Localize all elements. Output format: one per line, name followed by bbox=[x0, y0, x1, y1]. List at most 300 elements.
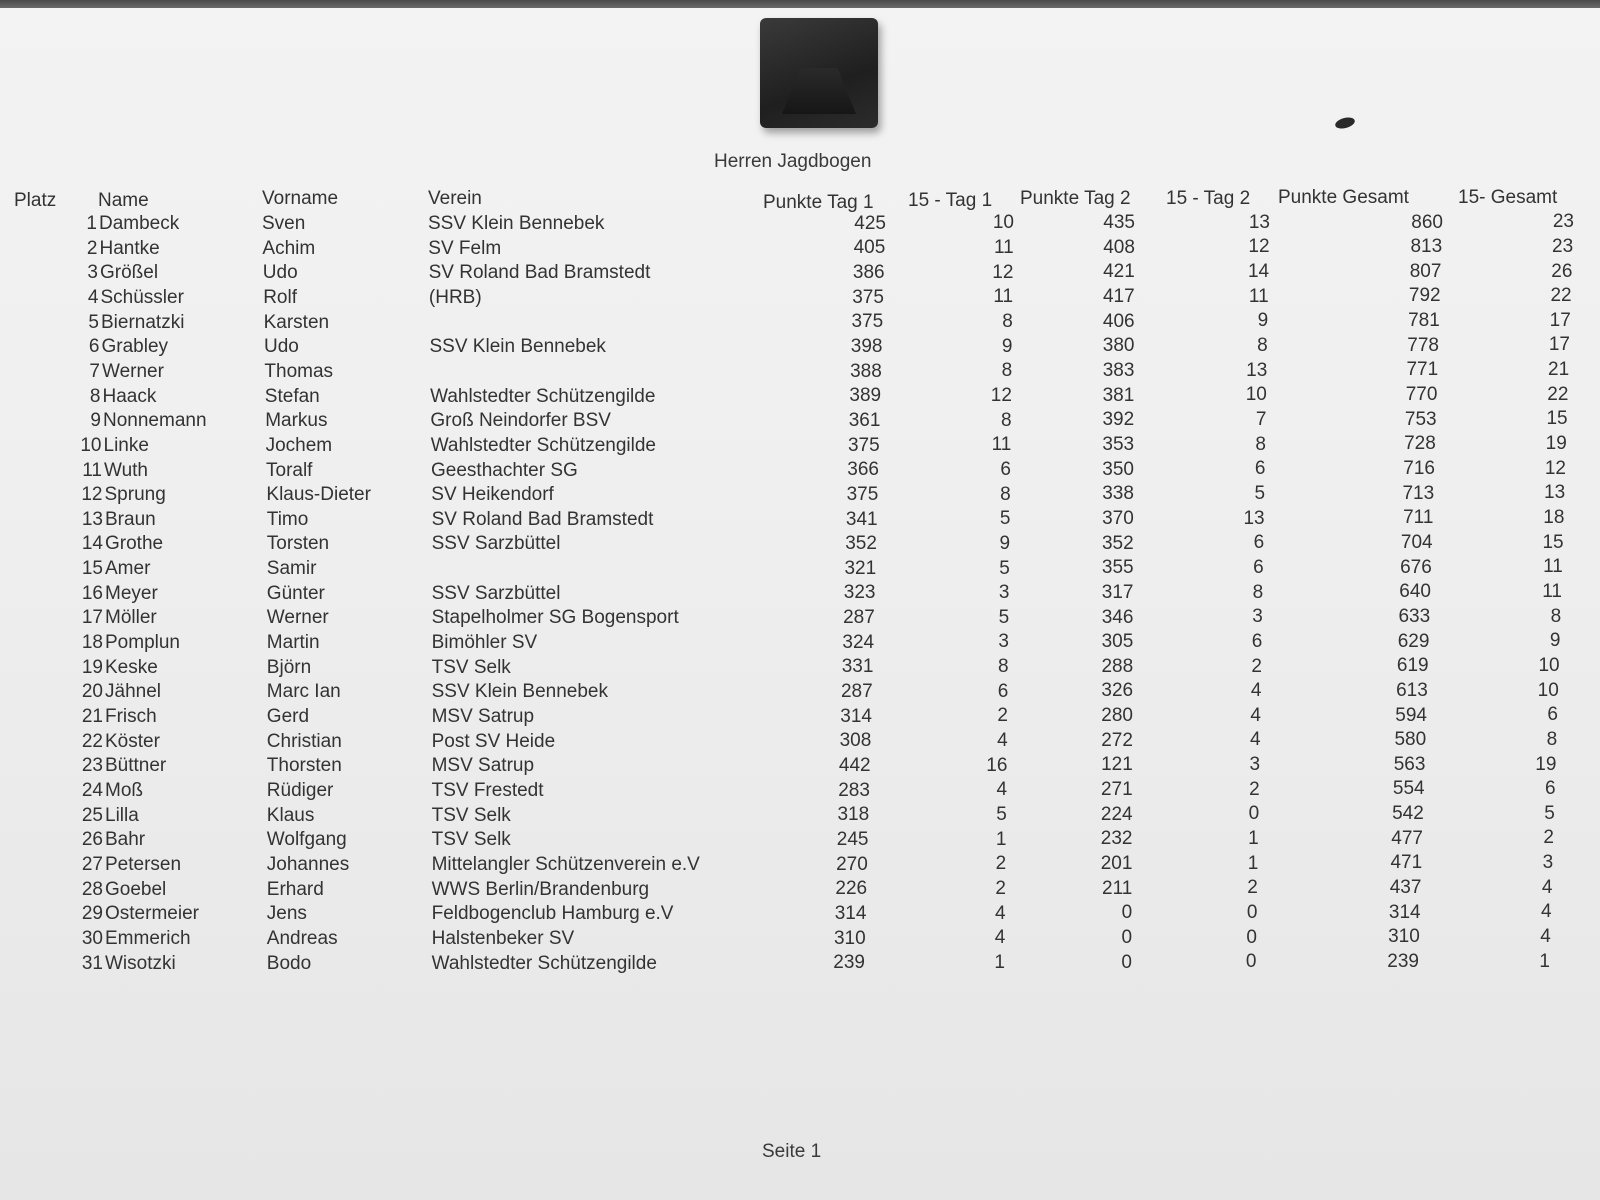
cell-15-tag2: 6 bbox=[1253, 556, 1264, 578]
ink-spot bbox=[1334, 116, 1356, 131]
cell-punkte-tag2: 288 bbox=[1101, 655, 1134, 677]
cell-punkte-gesamt: 613 bbox=[1396, 679, 1428, 701]
cell-15-tag2: 4 bbox=[1249, 729, 1261, 751]
cell-punkte-gesamt: 314 bbox=[1388, 901, 1421, 923]
cell-15-tag2: 3 bbox=[1249, 754, 1261, 776]
cell-platz: 31 bbox=[81, 952, 103, 974]
cell-punkte-tag2: 392 bbox=[1102, 409, 1135, 431]
cell-verein: Wahlstedter Schützengilde bbox=[430, 385, 656, 407]
cell-punkte-tag1: 308 bbox=[839, 730, 872, 752]
cell-15-tag2: 5 bbox=[1254, 482, 1266, 504]
cell-name: Bahr bbox=[105, 829, 146, 851]
cell-15-tag1: 4 bbox=[994, 927, 1006, 949]
cell-platz: 5 bbox=[88, 311, 99, 333]
cell-verein: Halstenbeker SV bbox=[431, 927, 575, 949]
cell-15-gesamt: 4 bbox=[1541, 876, 1553, 898]
cell-15-tag1: 9 bbox=[999, 532, 1011, 554]
cell-punkte-gesamt: 437 bbox=[1389, 877, 1422, 899]
cell-punkte-tag2: 408 bbox=[1103, 236, 1135, 258]
cell-vorname: Christian bbox=[266, 730, 342, 752]
cell-name: Sprung bbox=[104, 484, 166, 506]
cell-verein: TSV Selk bbox=[431, 804, 511, 826]
cell-15-tag1: 11 bbox=[991, 434, 1012, 456]
cell-15-tag1: 8 bbox=[1002, 311, 1013, 332]
cell-vorname: Udo bbox=[262, 262, 298, 284]
cell-15-tag2: 11 bbox=[1248, 285, 1269, 307]
cell-15-gesamt: 15 bbox=[1542, 531, 1564, 553]
cell-15-tag2: 6 bbox=[1251, 630, 1263, 652]
cell-name: Schüssler bbox=[100, 286, 184, 308]
cell-punkte-tag2: 201 bbox=[1100, 853, 1133, 874]
cell-15-tag1: 16 bbox=[986, 754, 1008, 776]
cell-verein: TSV Frestedt bbox=[431, 779, 544, 801]
cell-15-tag1: 6 bbox=[1000, 458, 1011, 480]
cell-punkte-tag2: 417 bbox=[1102, 286, 1135, 308]
cell-vorname: Samir bbox=[266, 558, 317, 580]
cell-vorname: Gerd bbox=[266, 706, 310, 727]
header-15-gesamt: 15- Gesamt bbox=[1458, 187, 1558, 208]
cell-15-tag1: 5 bbox=[999, 508, 1011, 530]
cell-punkte-tag1: 375 bbox=[852, 286, 884, 308]
cell-15-gesamt: 1 bbox=[1539, 950, 1550, 972]
cell-platz: 26 bbox=[81, 829, 103, 851]
cell-15-tag1: 4 bbox=[995, 902, 1006, 924]
cell-punkte-gesamt: 471 bbox=[1390, 852, 1423, 874]
cell-punkte-tag1: 386 bbox=[852, 262, 885, 283]
cell-15-tag2: 6 bbox=[1253, 532, 1265, 554]
cell-15-gesamt: 2 bbox=[1543, 827, 1554, 849]
cell-vorname: Wolfgang bbox=[266, 829, 347, 851]
cell-verein: Groß Neindorfer BSV bbox=[430, 410, 611, 432]
cell-punkte-tag2: 355 bbox=[1101, 557, 1134, 579]
cell-15-tag2: 6 bbox=[1254, 458, 1266, 480]
cell-platz: 2 bbox=[86, 237, 98, 259]
cell-punkte-tag1: 321 bbox=[844, 557, 877, 579]
cell-punkte-gesamt: 781 bbox=[1408, 310, 1440, 332]
cell-punkte-tag1: 388 bbox=[850, 360, 882, 382]
cell-name: Frisch bbox=[105, 706, 157, 727]
cell-punkte-tag2: 0 bbox=[1121, 926, 1133, 948]
cell-punkte-gesamt: 542 bbox=[1392, 803, 1424, 825]
cell-vorname: Torsten bbox=[266, 533, 330, 555]
cell-verein: MSV Satrup bbox=[431, 706, 535, 727]
cell-platz: 20 bbox=[81, 681, 103, 703]
cell-15-gesamt: 6 bbox=[1547, 704, 1558, 726]
cell-vorname: Werner bbox=[266, 607, 329, 629]
cell-15-tag1: 3 bbox=[998, 631, 1009, 653]
cell-punkte-tag2: 121 bbox=[1101, 754, 1133, 776]
cell-punkte-tag2: 280 bbox=[1101, 705, 1133, 727]
header-platz: Platz bbox=[14, 190, 57, 211]
header-15-tag1: 15 - Tag 1 bbox=[908, 190, 993, 211]
cell-15-gesamt: 15 bbox=[1546, 408, 1568, 430]
cell-15-gesamt: 22 bbox=[1547, 383, 1569, 405]
cell-punkte-tag1: 324 bbox=[842, 631, 875, 653]
cell-name: Braun bbox=[105, 508, 156, 530]
cell-verein: SSV Sarzbüttel bbox=[431, 582, 561, 604]
cell-punkte-tag1: 405 bbox=[853, 237, 886, 259]
cell-platz: 30 bbox=[81, 927, 103, 949]
cell-15-tag2: 14 bbox=[1247, 261, 1270, 283]
cell-vorname: Thomas bbox=[264, 360, 334, 382]
cell-punkte-tag1: 442 bbox=[838, 755, 871, 776]
cell-platz: 14 bbox=[81, 533, 103, 555]
cell-15-gesamt: 23 bbox=[1552, 211, 1574, 233]
cell-name: Amer bbox=[105, 558, 151, 580]
cell-15-tag1: 2 bbox=[995, 853, 1007, 875]
cell-15-gesamt: 9 bbox=[1549, 630, 1561, 652]
cell-15-tag1: 5 bbox=[999, 557, 1010, 579]
cell-15-gesamt: 5 bbox=[1544, 802, 1555, 824]
cell-punkte-tag2: 305 bbox=[1101, 631, 1134, 653]
cell-punkte-gesamt: 771 bbox=[1406, 359, 1439, 381]
cell-punkte-gesamt: 619 bbox=[1396, 655, 1429, 677]
cell-15-gesamt: 22 bbox=[1550, 285, 1572, 307]
cell-verein: TSV Selk bbox=[431, 829, 511, 851]
cell-punkte-tag2: 383 bbox=[1102, 360, 1135, 381]
cell-punkte-tag2: 406 bbox=[1102, 310, 1135, 332]
cell-punkte-tag1: 341 bbox=[845, 508, 878, 530]
cell-punkte-gesamt: 807 bbox=[1409, 260, 1442, 282]
cell-15-gesamt: 12 bbox=[1544, 457, 1566, 479]
cell-verein: Geesthachter SG bbox=[431, 459, 578, 481]
cell-vorname: Rüdiger bbox=[266, 779, 334, 801]
cell-15-tag1: 11 bbox=[993, 237, 1014, 259]
cell-15-tag2: 9 bbox=[1257, 310, 1269, 332]
cell-15-tag1: 8 bbox=[1001, 409, 1012, 431]
cell-punkte-tag1: 226 bbox=[835, 878, 868, 900]
cell-15-tag2: 0 bbox=[1246, 902, 1258, 923]
cell-vorname: Erhard bbox=[266, 878, 324, 900]
cell-verein: Feldbogenclub Hamburg e.V bbox=[431, 903, 674, 925]
cell-name: Hantke bbox=[99, 237, 160, 259]
cell-15-tag2: 7 bbox=[1255, 409, 1267, 430]
document-title: Herren Jagdbogen bbox=[714, 151, 872, 172]
cell-15-tag1: 3 bbox=[998, 582, 1010, 604]
cell-name: Größel bbox=[100, 262, 159, 284]
cell-platz: 3 bbox=[87, 262, 98, 284]
cell-platz: 29 bbox=[81, 903, 103, 925]
cell-15-gesamt: 8 bbox=[1550, 605, 1562, 627]
cell-vorname: Rolf bbox=[263, 286, 297, 308]
cell-name: Emmerich bbox=[105, 927, 191, 949]
cell-15-tag1: 12 bbox=[992, 261, 1014, 283]
cell-punkte-tag1: 239 bbox=[833, 952, 865, 974]
cell-vorname: Günter bbox=[266, 582, 325, 604]
cell-name: Lilla bbox=[105, 804, 139, 826]
cell-platz: 15 bbox=[81, 558, 103, 580]
cell-15-tag2: 8 bbox=[1255, 433, 1266, 455]
cell-name: Dambeck bbox=[99, 213, 180, 234]
cell-verein: TSV Selk bbox=[431, 656, 511, 678]
cell-name: Büttner bbox=[105, 755, 167, 777]
cell-15-gesamt: 10 bbox=[1538, 654, 1560, 676]
cell-15-tag1: 4 bbox=[997, 730, 1008, 752]
cell-punkte-gesamt: 310 bbox=[1388, 926, 1420, 948]
cell-punkte-tag1: 287 bbox=[843, 607, 875, 629]
cell-15-tag1: 12 bbox=[990, 384, 1012, 406]
cell-name: Köster bbox=[105, 730, 160, 752]
cell-vorname: Timo bbox=[266, 508, 309, 530]
cell-15-gesamt: 4 bbox=[1541, 901, 1552, 923]
cell-15-tag1: 5 bbox=[996, 804, 1007, 825]
cell-platz: 18 bbox=[81, 632, 103, 654]
cell-vorname: Klaus bbox=[266, 804, 315, 826]
cell-vorname: Björn bbox=[266, 656, 312, 678]
cell-punkte-tag1: 361 bbox=[848, 409, 881, 431]
cell-name: Keske bbox=[105, 656, 158, 678]
cell-vorname: Marc Ian bbox=[266, 681, 341, 703]
cell-punkte-tag1: 283 bbox=[838, 779, 870, 801]
cell-punkte-tag1: 425 bbox=[854, 212, 886, 234]
cell-platz: 10 bbox=[80, 434, 102, 456]
cell-15-tag2: 0 bbox=[1246, 926, 1257, 948]
cell-15-tag2: 0 bbox=[1245, 951, 1257, 973]
cell-name: Haack bbox=[102, 385, 157, 407]
cell-verein: Bimöhler SV bbox=[431, 632, 538, 654]
cell-15-tag2: 4 bbox=[1250, 704, 1261, 726]
cell-vorname: Stefan bbox=[264, 385, 320, 407]
cell-vorname: Jochem bbox=[265, 434, 333, 456]
header-vorname: Vorname bbox=[262, 188, 339, 209]
cell-vorname: Achim bbox=[262, 237, 316, 259]
cell-punkte-tag1: 375 bbox=[847, 434, 880, 456]
cell-punkte-tag2: 381 bbox=[1102, 384, 1135, 406]
cell-punkte-gesamt: 629 bbox=[1397, 630, 1430, 652]
cell-name: Pomplun bbox=[105, 632, 180, 654]
cell-15-tag1: 11 bbox=[993, 286, 1014, 308]
cell-punkte-gesamt: 563 bbox=[1393, 753, 1426, 775]
cell-15-tag2: 4 bbox=[1250, 680, 1262, 702]
cell-punkte-gesamt: 676 bbox=[1400, 556, 1432, 578]
cell-platz: 12 bbox=[81, 484, 103, 506]
cell-punkte-gesamt: 770 bbox=[1405, 384, 1438, 406]
cell-punkte-tag2: 353 bbox=[1102, 433, 1135, 455]
cell-verein: WWS Berlin/Brandenburg bbox=[431, 878, 650, 900]
cell-vorname: Toralf bbox=[266, 459, 313, 481]
cell-punkte-gesamt: 554 bbox=[1392, 778, 1425, 800]
cell-15-tag1: 6 bbox=[997, 680, 1009, 702]
cell-punkte-gesamt: 792 bbox=[1408, 285, 1441, 307]
cell-punkte-tag1: 375 bbox=[851, 311, 884, 333]
cell-punkte-gesamt: 728 bbox=[1404, 433, 1436, 455]
cell-name: Grothe bbox=[105, 533, 164, 555]
cell-15-tag2: 2 bbox=[1247, 877, 1258, 899]
cell-punkte-gesamt: 704 bbox=[1400, 531, 1433, 553]
cell-punkte-tag2: 435 bbox=[1103, 212, 1135, 234]
cell-15-tag1: 8 bbox=[1001, 360, 1013, 382]
cell-punkte-tag2: 0 bbox=[1121, 951, 1132, 973]
cell-15-gesamt: 13 bbox=[1544, 482, 1566, 504]
paper-sheet bbox=[0, 8, 1600, 1200]
page-footer: Seite 1 bbox=[762, 1141, 822, 1162]
cell-15-tag1: 8 bbox=[1000, 483, 1011, 505]
cell-15-gesamt: 11 bbox=[1543, 556, 1563, 578]
cell-15-gesamt: 23 bbox=[1552, 235, 1574, 257]
cell-punkte-gesamt: 813 bbox=[1410, 236, 1443, 258]
cell-punkte-tag1: 398 bbox=[850, 335, 883, 357]
cell-punkte-tag2: 326 bbox=[1101, 680, 1134, 702]
cell-punkte-gesamt: 640 bbox=[1399, 581, 1431, 603]
cell-punkte-gesamt: 594 bbox=[1395, 704, 1427, 726]
cell-platz: 22 bbox=[81, 730, 103, 752]
cell-punkte-tag1: 352 bbox=[845, 533, 877, 555]
cell-punkte-gesamt: 778 bbox=[1407, 334, 1439, 356]
cell-punkte-gesamt: 713 bbox=[1402, 482, 1435, 504]
cell-punkte-gesamt: 711 bbox=[1403, 507, 1434, 529]
cell-15-tag1: 1 bbox=[994, 951, 1005, 973]
cell-punkte-tag1: 331 bbox=[841, 656, 874, 678]
cell-vorname: Andreas bbox=[266, 927, 338, 949]
header-verein: Verein bbox=[428, 188, 482, 209]
cell-platz: 6 bbox=[88, 336, 100, 358]
cell-punkte-tag1: 318 bbox=[837, 804, 870, 826]
cell-platz: 28 bbox=[81, 878, 103, 900]
cell-platz: 21 bbox=[81, 706, 103, 727]
cell-punkte-gesamt: 753 bbox=[1404, 408, 1437, 430]
cell-15-tag1: 2 bbox=[995, 877, 1006, 899]
header-punkte-tag1: Punkte Tag 1 bbox=[763, 192, 874, 213]
cell-15-tag2: 13 bbox=[1246, 359, 1268, 381]
cell-vorname: Thorsten bbox=[266, 755, 342, 777]
cell-platz: 19 bbox=[81, 656, 103, 678]
cell-15-tag1: 1 bbox=[995, 828, 1007, 850]
cell-vorname: Martin bbox=[266, 632, 320, 654]
cell-name: Linke bbox=[103, 434, 149, 456]
cell-15-tag2: 13 bbox=[1248, 211, 1270, 233]
cell-15-tag1: 8 bbox=[998, 656, 1009, 678]
cell-verein: Stapelholmer SG Bogensport bbox=[431, 607, 679, 629]
cell-vorname: Johannes bbox=[266, 853, 350, 875]
cell-punkte-tag2: 0 bbox=[1121, 902, 1133, 924]
cell-15-gesamt: 3 bbox=[1542, 852, 1554, 874]
cell-verein: MSV Satrup bbox=[431, 755, 535, 777]
cell-15-gesamt: 19 bbox=[1545, 433, 1567, 455]
cell-15-tag1: 10 bbox=[992, 212, 1014, 234]
cell-15-tag2: 1 bbox=[1248, 828, 1259, 850]
cell-verein: SV Felm bbox=[428, 237, 502, 259]
cell-15-tag2: 2 bbox=[1251, 655, 1262, 677]
cell-platz: 13 bbox=[81, 508, 103, 530]
cell-platz: 1 bbox=[86, 213, 97, 234]
cell-name: Petersen bbox=[105, 853, 182, 875]
cell-15-gesamt: 11 bbox=[1542, 580, 1562, 602]
cell-15-tag1: 4 bbox=[996, 779, 1008, 801]
cell-platz: 7 bbox=[89, 360, 100, 382]
cell-punkte-tag2: 370 bbox=[1102, 507, 1134, 529]
cell-punkte-tag2: 380 bbox=[1102, 335, 1135, 357]
cell-15-tag1: 9 bbox=[1001, 335, 1013, 357]
cell-15-tag2: 13 bbox=[1243, 507, 1265, 529]
cell-punkte-tag2: 346 bbox=[1101, 606, 1134, 628]
cell-punkte-tag1: 366 bbox=[847, 459, 879, 481]
cell-verein: Post SV Heide bbox=[431, 730, 556, 752]
cell-verein: Wahlstedter Schützengilde bbox=[431, 952, 657, 974]
cell-punkte-tag2: 317 bbox=[1101, 581, 1134, 603]
cell-platz: 27 bbox=[81, 853, 103, 875]
cell-platz: 9 bbox=[90, 410, 101, 432]
cell-15-tag1: 5 bbox=[998, 606, 1010, 628]
cell-15-gesamt: 21 bbox=[1548, 359, 1570, 381]
cell-15-gesamt: 6 bbox=[1545, 778, 1556, 800]
cell-platz: 4 bbox=[87, 286, 99, 308]
cell-verein: SSV Klein Bennebek bbox=[428, 213, 605, 234]
cell-15-gesamt: 10 bbox=[1537, 679, 1559, 701]
cell-15-tag2: 8 bbox=[1257, 335, 1268, 357]
cell-punkte-tag2: 224 bbox=[1100, 803, 1133, 825]
cell-name: Goebel bbox=[105, 878, 167, 900]
cell-15-tag2: 2 bbox=[1249, 778, 1260, 800]
cell-punkte-tag2: 352 bbox=[1101, 532, 1134, 554]
cell-15-tag1: 2 bbox=[997, 705, 1008, 727]
cell-verein: Mittelangler Schützenverein e.V bbox=[431, 853, 700, 875]
cell-punkte-tag2: 232 bbox=[1100, 828, 1133, 850]
cell-punkte-tag1: 245 bbox=[836, 828, 869, 850]
cell-platz: 16 bbox=[81, 582, 103, 604]
cell-punkte-gesamt: 477 bbox=[1391, 827, 1423, 849]
cell-15-tag2: 8 bbox=[1252, 581, 1264, 603]
cell-15-gesamt: 8 bbox=[1546, 728, 1558, 750]
cell-15-gesamt: 26 bbox=[1551, 260, 1573, 282]
cell-vorname: Markus bbox=[265, 410, 328, 432]
cell-verein: Wahlstedter Schützengilde bbox=[430, 434, 656, 456]
header-15-tag2: 15 - Tag 2 bbox=[1166, 188, 1251, 209]
cell-verein: SSV Klein Bennebek bbox=[429, 336, 606, 358]
cell-name: Meyer bbox=[105, 582, 158, 604]
cell-name: Nonnemann bbox=[103, 410, 207, 432]
cell-vorname: Udo bbox=[264, 336, 299, 358]
cell-15-tag2: 10 bbox=[1245, 384, 1267, 406]
cell-punkte-tag1: 270 bbox=[836, 853, 868, 875]
cell-15-tag2: 1 bbox=[1247, 852, 1259, 874]
cell-15-tag2: 12 bbox=[1248, 236, 1270, 258]
cell-verein: SSV Klein Bennebek bbox=[431, 681, 608, 703]
cell-verein: SV Roland Bad Bramstedt bbox=[431, 508, 654, 530]
cell-platz: 23 bbox=[81, 755, 103, 777]
cell-15-tag2: 3 bbox=[1252, 606, 1263, 628]
cell-vorname: Bodo bbox=[266, 952, 312, 974]
cell-punkte-tag1: 314 bbox=[834, 902, 867, 924]
cell-vorname: Jens bbox=[266, 903, 307, 925]
cell-platz: 8 bbox=[89, 385, 101, 407]
cell-name: Biernatzki bbox=[101, 311, 185, 333]
magnet-pin-icon bbox=[760, 18, 878, 128]
cell-name: Werner bbox=[102, 360, 164, 382]
cell-15-gesamt: 18 bbox=[1543, 507, 1565, 528]
cell-punkte-tag2: 211 bbox=[1102, 877, 1133, 899]
cell-punkte-gesamt: 860 bbox=[1411, 211, 1443, 233]
cell-punkte-tag1: 287 bbox=[840, 681, 873, 703]
cell-name: Grabley bbox=[101, 336, 169, 358]
cell-platz: 24 bbox=[81, 779, 103, 801]
cell-vorname: Klaus-Dieter bbox=[266, 484, 371, 506]
cell-punkte-gesamt: 633 bbox=[1398, 605, 1431, 627]
cell-verein: SV Roland Bad Bramstedt bbox=[428, 262, 651, 284]
cell-verein: (HRB) bbox=[428, 286, 482, 308]
cell-platz: 25 bbox=[81, 804, 103, 826]
cell-punkte-tag2: 350 bbox=[1102, 458, 1134, 480]
cell-punkte-tag2: 338 bbox=[1102, 483, 1134, 505]
cell-punkte-tag1: 314 bbox=[840, 705, 872, 727]
cell-vorname: Sven bbox=[262, 213, 306, 234]
cell-platz: 11 bbox=[82, 459, 102, 481]
header-punkte-tag2: Punkte Tag 2 bbox=[1020, 188, 1131, 209]
cell-punkte-gesamt: 580 bbox=[1394, 729, 1427, 751]
cell-punkte-gesamt: 239 bbox=[1387, 951, 1419, 972]
cell-15-tag2: 0 bbox=[1248, 803, 1260, 825]
cell-name: Ostermeier bbox=[105, 903, 199, 925]
cell-verein: SV Heikendorf bbox=[431, 484, 554, 506]
